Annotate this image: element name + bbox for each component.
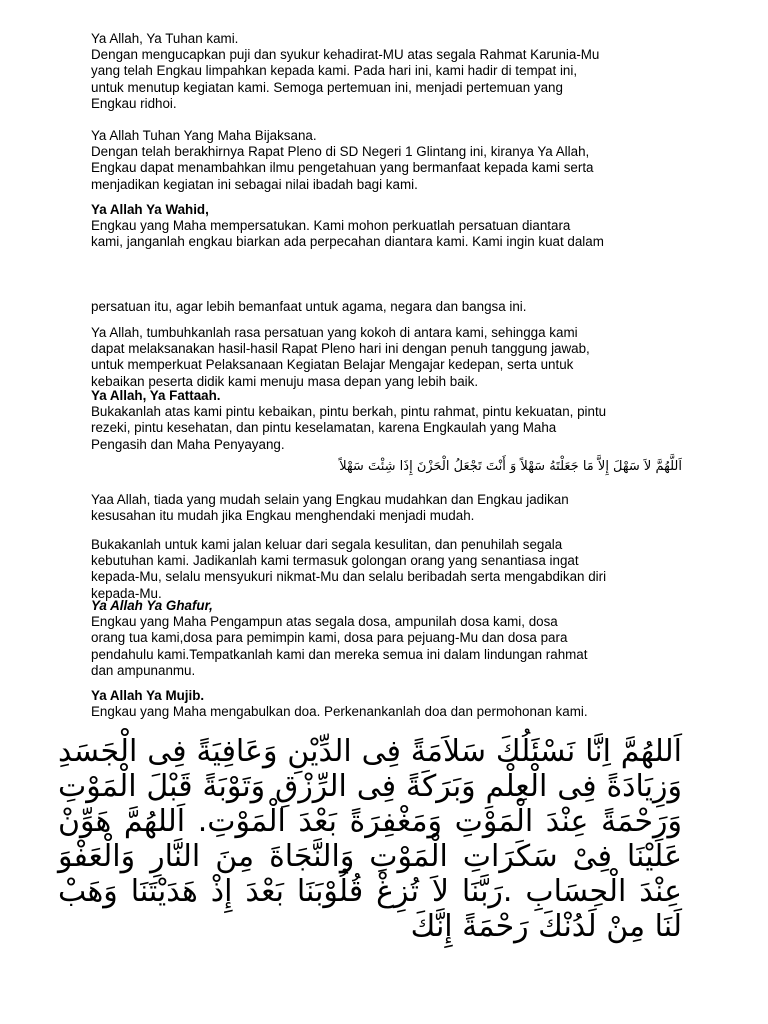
paragraph-kesulitan (91, 537, 681, 602)
section-heading: Ya Allah, Ya Fattaah. (91, 388, 221, 403)
paragraph-ghafur (91, 598, 681, 679)
text-line: untuk menutup kegiatan kami. Semoga pertemuan ini, menjadi pertemuan yang (91, 79, 563, 95)
section-heading: Ya Allah Ya Wahid, (91, 202, 209, 217)
arabic-prayer-short: اَللَّهُمَّ لاَ سَهْلَ إِلاَّ مَا جَعَلْتَهُ سَهْلاً وَ أَنْتَ تَجْعَلُ الْحَزْنَ إِذَا شِئْتَ سَهْلاً (339, 459, 682, 474)
paragraph-continuation (91, 299, 681, 315)
text-line: Bukakanlah atas kami pintu kebaikan, pintu berkah, pintu rahmat, pintu kekuatan, pintu (91, 404, 607, 420)
text-line: dan ampunanmu. (91, 662, 196, 678)
text-line: kepada-Mu. (91, 585, 162, 601)
text-line: Yaa Allah, tiada yang mudah selain yang Engkau mudahkan dan Engkau jadikan (91, 492, 569, 507)
text-line: Engkau dapat menambahkan ilmu pengetahuan yang bermanfaat kepada kami serta (91, 160, 594, 176)
text-line: Dengan telah berakhirnya Rapat Pleno di SD Negeri 1 Glintang ini, kiranya Ya Allah, (91, 144, 590, 160)
text-line: Pengasih dan Maha Penyayang. (91, 436, 285, 452)
text-line: Ya Allah Tuhan Yang Maha Bijaksana. (91, 128, 317, 143)
text-line: kebaikan peserta didik kami menuju masa depan yang lebih baik. (91, 373, 479, 389)
text-line: Engkau ridhoi. (91, 95, 177, 111)
text-line: Bukakanlah untuk kami jalan keluar dari segala kesulitan, dan penuhilah segala (91, 537, 563, 552)
section-heading: Ya Allah Ya Mujib. (91, 688, 205, 703)
text-line: Ya Allah, Ya Tuhan kami. (91, 31, 239, 46)
arabic-prayer-long: اَللهُمَّ اِنَّا نَسْئَلُكَ سَلاَمَةً فِى الدِّيْنِ وَعَافِيَةً فِى الْجَسَدِ وَزِيَادَةً فِى الْعِلْمِ وَبَرَكَةً فِى الرِّزْقِ وَتَوْبَةً قَبْلَ الْمَوْتِ وَرَحْمَةً عِنْدَ الْمَوْتِ وَمَغْفِرَةً بَعْدَ الْمَوْتِ. اَللهُمَّ هَوِّنْ عَلَيْنَا فِىْ سَكَرَاتِ الْمَوْتِ وَالنَّجَاةَ مِنَ النَّارِ وَالْعَفْوَ عِنْدَ الْحِسَابِ .رَبَّنَا لاَ تُزِغْ قُلُوْبَنَا بَعْدَ إِذْ هَدَيْتَنَا وَهَبْ لَنَا مِنْ لَدُنْكَ رَحْمَةً إِنَّكَ (58, 734, 682, 944)
text-line: Ya Allah, tumbuhkanlah rasa persatuan yang kokoh di antara kami, sehingga kami (91, 325, 578, 340)
text-line: Dengan mengucapkan puji dan syukur kehadirat-MU atas segala Rahmat Karunia-Mu (91, 47, 600, 63)
text-line: Engkau yang Maha mengabulkan doa. Perkenankanlah doa dan permohonan kami. (91, 704, 588, 720)
text-line: kepada-Mu, selalu mensyukuri nikmat-Mu dan selalu beribadah serta mengabdikan diri (91, 569, 607, 585)
text-line: kebutuhan kami. Jadikanlah kami termasuk golongan orang yang senantiasa ingat (91, 553, 579, 569)
section-heading: Ya Allah Ya Ghafur, (91, 598, 213, 613)
text-line: orang tua kami,dosa para pemimpin kami, dosa para pejuang-Mu dan dosa para (91, 630, 568, 646)
text-line: Engkau yang Maha Pengampun atas segala dosa, ampunilah dosa kami, dosa (91, 614, 558, 630)
paragraph-mujib (91, 688, 681, 720)
text-line: rezeki, pintu kesehatan, dan pintu keselamatan, karena Engkaulah yang Maha (91, 420, 557, 436)
paragraph-fattaah (91, 388, 681, 453)
paragraph-mudah (91, 492, 681, 524)
text-line: Engkau yang Maha mempersatukan. Kami mohon perkuatlah persatuan diantara (91, 218, 571, 234)
text-line: yang telah Engkau limpahkan kepada kami. Pada hari ini, kami hadir di tempat ini, (91, 63, 578, 79)
paragraph-opening (91, 31, 681, 112)
paragraph-persatuan (91, 325, 681, 390)
text-line: menjadikan kegiatan ini sebagai nilai ibadah bagi kami. (91, 176, 418, 192)
text-line: persatuan itu, agar lebih bemanfaat untuk agama, negara dan bangsa ini. (91, 299, 527, 314)
text-line: pendahulu kami.Tempatkanlah kami dan mereka semua ini dalam lindungan rahmat (91, 646, 588, 662)
text-line: dapat melaksanakan hasil-hasil Rapat Pleno hari ini dengan penuh tanggung jawab, (91, 341, 590, 357)
text-line: kami, janganlah engkau biarkan ada perpecahan diantara kami. Kami ingin kuat dalam (91, 234, 604, 250)
paragraph-wahid (91, 202, 681, 251)
text-line: kesusahan itu mudah jika Engkau menghendaki menjadi mudah. (91, 508, 475, 524)
text-line: untuk memperkuat Pelaksanaan Kegiatan Belajar Mengajar kedepan, serta untuk (91, 357, 574, 373)
paragraph-bijaksana (91, 128, 681, 193)
